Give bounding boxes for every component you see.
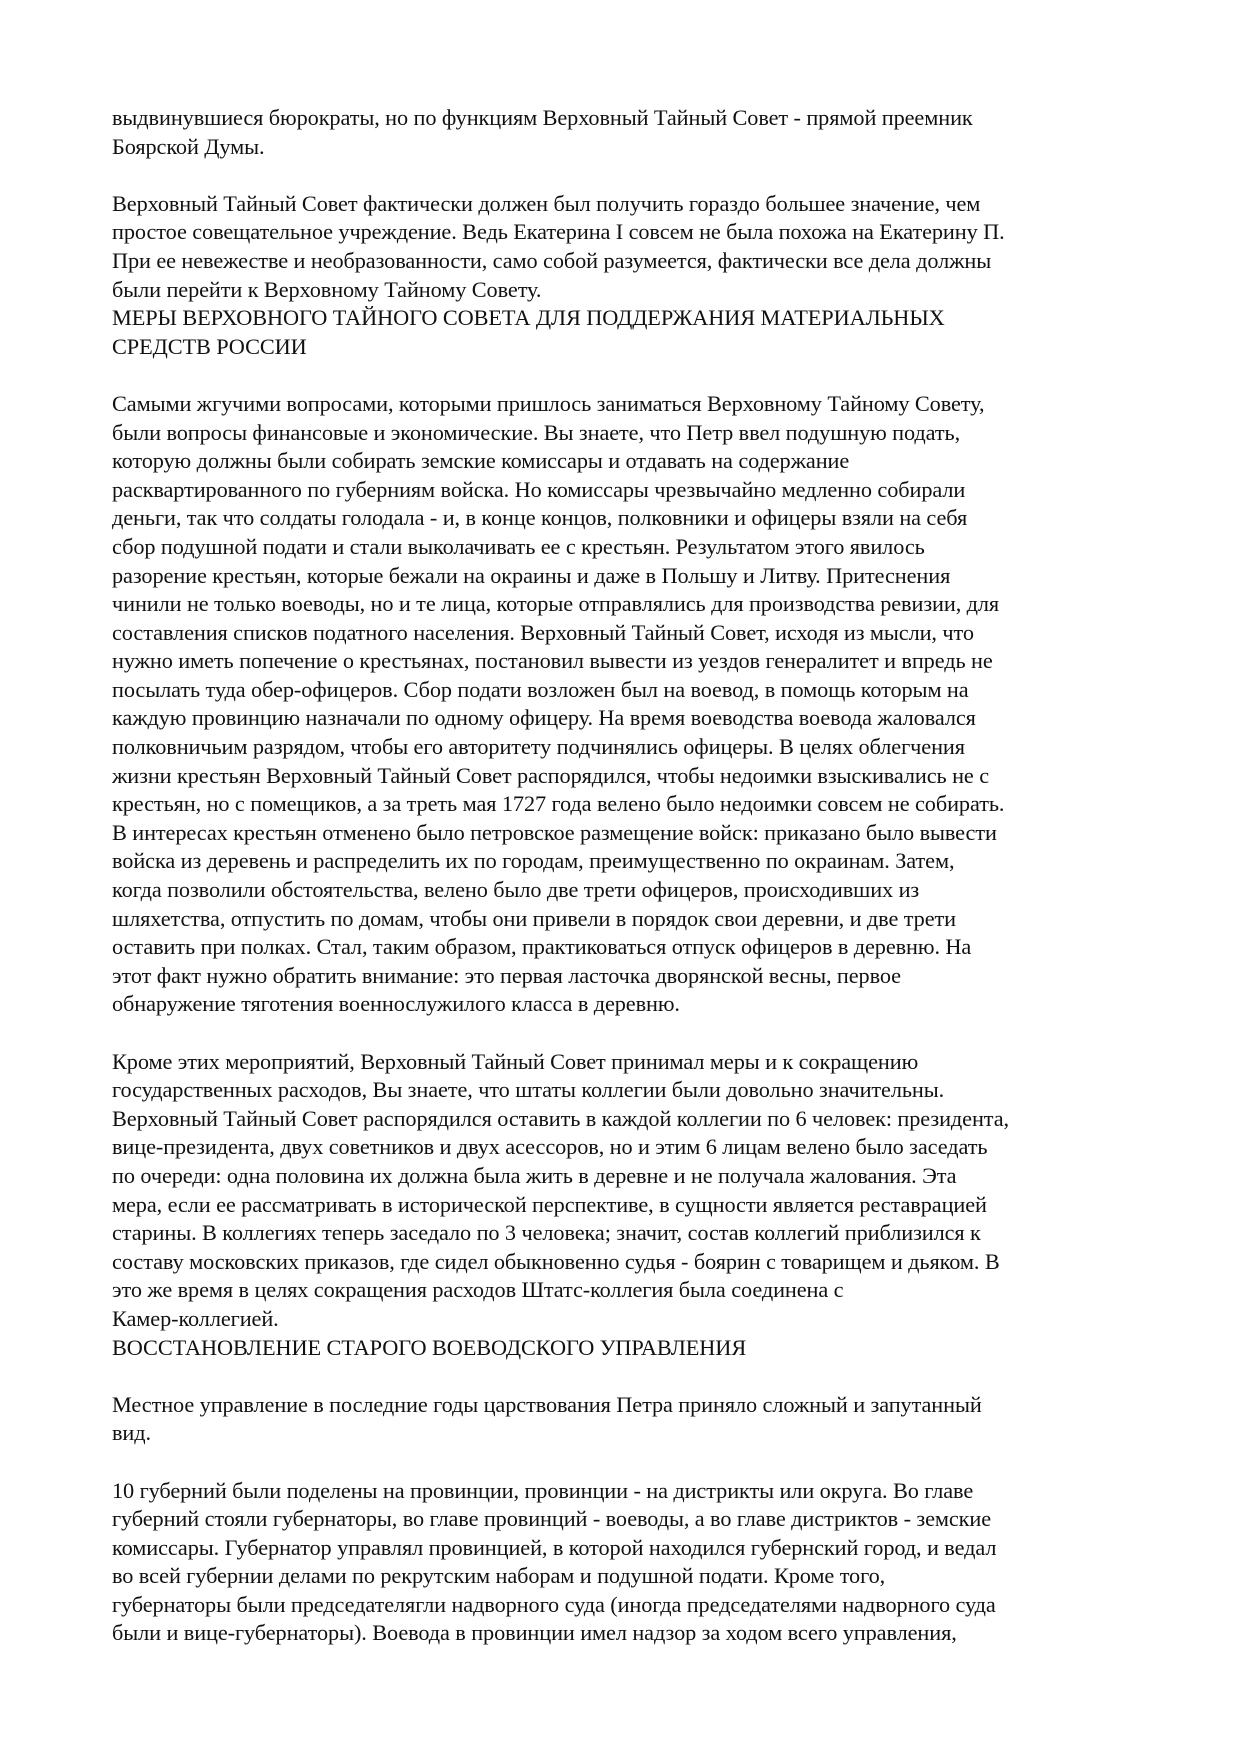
paragraph-expense-reduction: Кроме этих мероприятий, Верховный Тайный Совет принимал меры и к сокращению государственных расходов, Вы знаете, что штаты коллегии были довольно значительны. Верховный Тайный Совет распорядился оставить в каждой коллегии по 6 человек: президента, вице-президента, двух советников и двух асессоров, но и этим 6 лицам велено было заседать по очереди: одна половина их должна была жить в деревне и не получала жалования. Эта мера, если ее рассматривать в исторической перспективе, в сущности является реставрацией старины. В коллегиях теперь заседало по 3 человека; значит, состав коллегий приблизился к составу московских приказов, где сидел обыкновенно судья - боярин с товарищем и дьяком. В это же время в целях сокращения расходов Штатс-коллегия была соединена с Камер-коллегией. [112, 1048, 1009, 1331]
paragraph-local-administration: Местное управление в последние годы царствования Петра приняло сложный и запутанный вид. [112, 1391, 982, 1446]
paragraph-financial-questions: Самыми жгучими вопросами, которыми пришлось заниматься Верховному Тайному Совету, были вопросы финансовые и экономические. Вы знаете, что Петр ввел подушную подать, которую должны были собирать земские комиссары и отдавать на содержание расквартированного по губерниям войска. Но комиссары чрезвычайно медленно собирали деньги, так что солдаты голодала - и, в конце концов, полковники и офицеры взяли на себя сбор подушной подати и стали выколачивать ее с крестьян. Результатом этого явилось разорение крестьян, которые бежали на окраины и даже в Польшу и Литву. Притеснения чинили не только воеводы, но и те лица, которые отправлялись для производства ревизии, для составления списков податного населения. Верховный Тайный Совет, исходя из мысли, что нужно иметь попечение о крестьянах, постановил вывести из уездов генералитет и впредь не посылать туда обер-офицеров. Сбор подати возложен был на воевод, в помощь которым на каждую провинцию назначали по одному офицеру. На время воеводства воевода жаловался полковничьим разрядом, чтобы его авторитету подчинялись офицеры. В целях облегчения жизни крестьян Верховный Тайный Совет распорядился, чтобы недоимки взыскивались не с крестьян, но с помещиков, а за треть мая 1727 года велено было недоимки совсем не собирать. В интересах крестьян отменено было петровское размещение войск: приказано было вывести войска из деревень и распределить их по городам, преимущественно по окраинам. Затем, когда позволили обстоятельства, велено было две трети офицеров, происходивших из шляхетства, отпустить по домам, чтобы они привели в порядок свои деревни, и две трети оставить при полках. Стал, таким образом, практиковаться отпуск офицеров в деревню. На этот факт нужно обратить внимание: это первая ласточка дворянской весны, первое обнаружение тяготения военнослужилого класса в деревню. [112, 390, 1005, 1017]
paragraph-ten-governorates: 10 губерний были поделены на провинции, провинции - на дистрикты или округа. Во главе губерний стояли губернаторы, во главе провинций - воеводы, а во главе дистриктов - земские комиссары. Губернатор управлял провинцией, в которой находился губернский город, и ведал во всей губернии делами по рекрутским наборам и подушной подати. Кроме того, губернаторы были председателягли надворного суда (иногда председателями надворного суда были и вице-губернаторы). Воевода в провинции имел надзор за ходом всего управления, [112, 1477, 997, 1646]
paragraph-intro-continuation: выдвинувшиеся бюрократы, но по функциям Верховный Тайный Совет - прямой преемник Боярской Думы. [112, 105, 973, 159]
section-heading-voivode-administration: ВОССТАНОВЛЕНИЕ СТАРОГО ВОЕВОДСКОГО УПРАВЛЕНИЯ [112, 1334, 747, 1360]
section-heading-material-measures: МЕРЫ ВЕРХОВНОГО ТАЙНОГО СОВЕТА ДЛЯ ПОДДЕРЖАНИЯ МАТЕРИАЛЬНЫХ СРЕДСТВ РОССИИ [112, 305, 945, 359]
document-page [112, 104, 1130, 1648]
paragraph-council-significance: Верховный Тайный Совет фактически должен был получить гораздо большее значение, чем простое совещательное учреждение. Ведь Екатерина I совсем не была похожа на Екатерину П. При ее невежестве и необразованности, само собой разумеется, фактически все дела должны были перейти к Верховному Тайному Совету. [112, 190, 1005, 302]
